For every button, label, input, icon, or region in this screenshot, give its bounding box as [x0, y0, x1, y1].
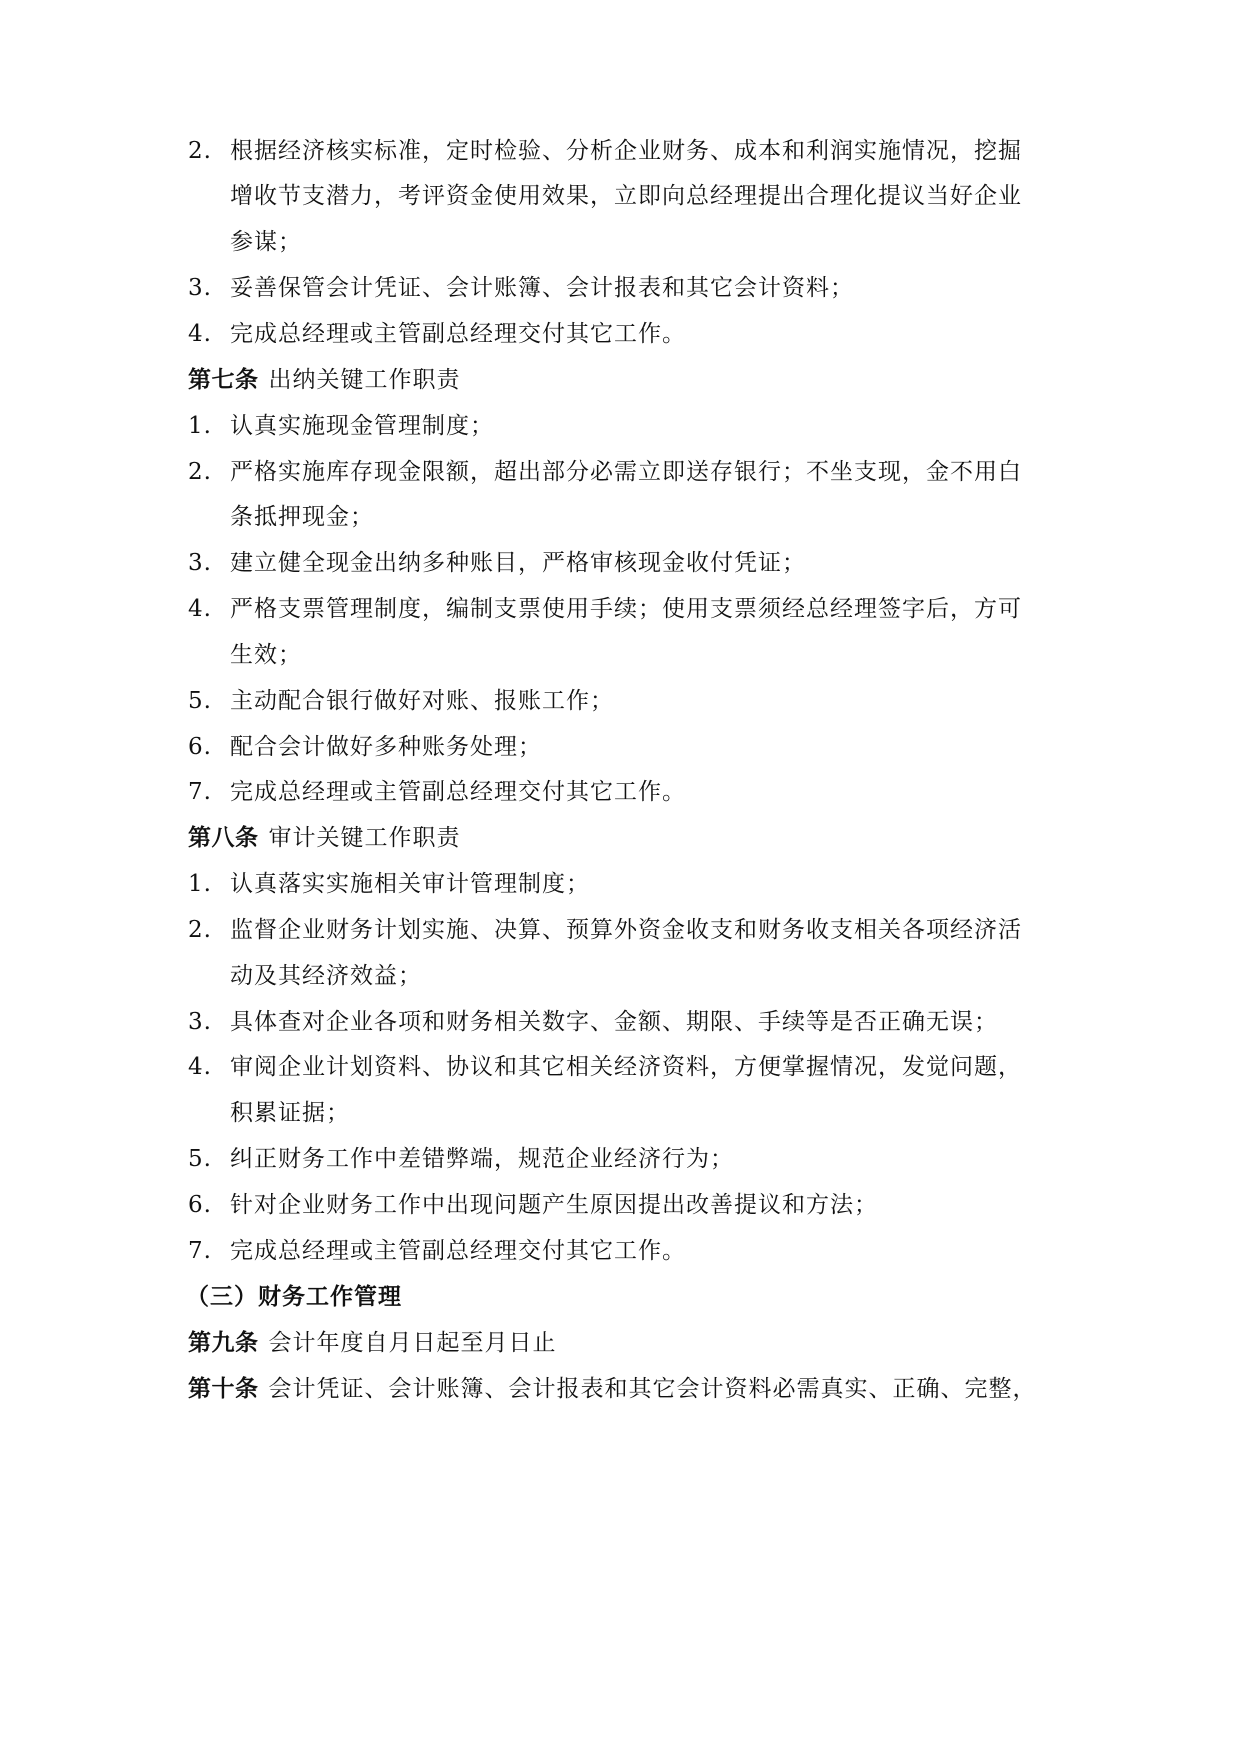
list-text: 主动配合银行做好对账、报账工作；: [230, 688, 614, 714]
list-item: [188, 686, 614, 716]
list-text: 监督企业财务计划实施、决算、预算外资金收支和财务收支相关各项经济活: [230, 917, 1022, 943]
list-item: [188, 411, 494, 441]
article-title: 出纳关键工作职责: [268, 367, 461, 393]
list-item: [188, 1144, 734, 1174]
list-text: 完成总经理或主管副总经理交付其它工作。: [230, 1238, 686, 1264]
list-number: 4.: [188, 1054, 212, 1080]
list-item-continuation: 生效；: [230, 642, 302, 668]
list-text: 纠正财务工作中差错弊端，规范企业经济行为；: [230, 1146, 734, 1172]
list-number: 5.: [188, 688, 212, 714]
article-label: 第八条: [188, 824, 259, 851]
article-text: 会计凭证、会计账簿、会计报表和其它会计资料必需真实、正确、完整，: [268, 1376, 1037, 1402]
list-text: 审阅企业计划资料、协议和其它相关经济资料，方便掌握情况，发觉问题，: [230, 1054, 1022, 1080]
list-number: 4.: [188, 596, 212, 622]
list-item-continuation: 动及其经济效益；: [230, 963, 422, 989]
list-number: 6.: [188, 1192, 212, 1218]
list-number: 2.: [188, 459, 212, 485]
article-title: 审计关键工作职责: [268, 825, 461, 851]
list-number: 7.: [188, 779, 212, 805]
list-item: [188, 594, 1022, 624]
list-text: 认真实施现金管理制度；: [230, 413, 494, 439]
list-item: [188, 869, 590, 899]
list-text: 认真落实实施相关审计管理制度；: [230, 871, 590, 897]
list-number: 5.: [188, 1146, 212, 1172]
article-heading: [188, 1328, 557, 1358]
list-number: 7.: [188, 1238, 212, 1264]
list-item: [188, 777, 686, 807]
article-label: 第九条: [188, 1329, 259, 1356]
list-number: 6.: [188, 734, 212, 760]
list-item: [188, 273, 854, 303]
list-item: [188, 548, 806, 578]
list-number: 3.: [188, 550, 212, 576]
list-number: 3.: [188, 275, 212, 301]
list-number: 3.: [188, 1009, 212, 1035]
list-number: 1.: [188, 871, 212, 897]
list-item: [188, 319, 686, 349]
list-item: [188, 136, 1022, 166]
list-text: 根据经济核实标准，定时检验、分析企业财务、成本和利润实施情况，挖掘: [230, 138, 1022, 164]
list-item: [188, 1236, 686, 1266]
list-item: [188, 1190, 878, 1220]
list-item-continuation: 参谋；: [230, 229, 302, 255]
list-number: 4.: [188, 321, 212, 347]
list-text: 配合会计做好多种账务处理；: [230, 734, 542, 760]
article-text: 会计年度自月日起至月日止: [268, 1330, 557, 1356]
list-text: 严格实施库存现金限额，超出部分必需立即送存银行；不坐支现，金不用白: [230, 459, 1022, 485]
list-item: [188, 915, 1022, 945]
list-item-continuation: 积累证据；: [230, 1100, 350, 1126]
list-number: 2.: [188, 138, 212, 164]
list-text: 具体查对企业各项和财务相关数字、金额、期限、手续等是否正确无误；: [230, 1009, 998, 1035]
list-text: 严格支票管理制度，编制支票使用手续；使用支票须经总经理签字后，方可: [230, 596, 1022, 622]
list-item-continuation: 增收节支潜力，考评资金使用效果，立即向总经理提出合理化提议当好企业: [230, 183, 1022, 209]
list-item: [188, 457, 1022, 487]
list-number: 2.: [188, 917, 212, 943]
list-text: 针对企业财务工作中出现问题产生原因提出改善提议和方法；: [230, 1192, 878, 1218]
list-item: [188, 1007, 998, 1037]
list-item: [188, 1052, 1022, 1082]
list-item-continuation: 条抵押现金；: [230, 504, 374, 530]
list-text: 建立健全现金出纳多种账目，严格审核现金收付凭证；: [230, 550, 806, 576]
article-label: 第七条: [188, 366, 259, 393]
article-label: 第十条: [188, 1375, 259, 1402]
list-number: 1.: [188, 413, 212, 439]
list-text: 妥善保管会计凭证、会计账簿、会计报表和其它会计资料；: [230, 275, 854, 301]
article-heading: [188, 1374, 1037, 1404]
list-item: [188, 732, 542, 762]
article-heading: [188, 823, 461, 853]
list-text: 完成总经理或主管副总经理交付其它工作。: [230, 779, 686, 805]
list-text: 完成总经理或主管副总经理交付其它工作。: [230, 321, 686, 347]
section-heading: （三）财务工作管理: [186, 1283, 402, 1310]
article-heading: [188, 365, 461, 395]
